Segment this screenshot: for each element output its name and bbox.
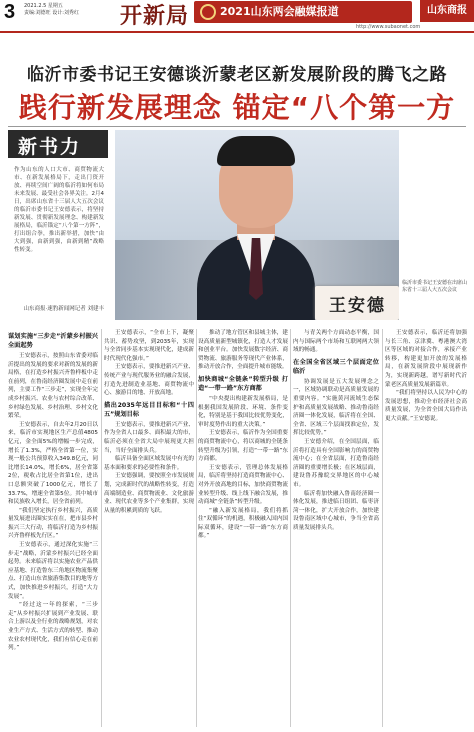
masthead [0, 0, 474, 32]
column-divider [101, 329, 102, 727]
body-column-2 [104, 329, 194, 729]
paragraph: 王安德表示，要推进新兴产业、作为全省人口最多、面积最大的市，临沂必须在全省大局中展现更大担当，当好全面排头兵。 [104, 421, 194, 454]
article-kicker: 临沂市委书记王安德谈沂蒙老区新发展阶段的腾飞之路 [27, 65, 447, 85]
paragraph: “中央提出构建新发展格局，是根据我国发展阶段、环境、条件变化，特别是基于我国比较优势变化，审时度势作出的重大决策。” [198, 395, 288, 428]
sidebar-title-block [8, 130, 108, 158]
section-heading: 描出2035年远目目标和“十四五”规划目标 [104, 401, 194, 418]
portrait-photo [115, 130, 399, 320]
paragraph: 王安德表示，通过深化实施“三步走”战略，沂蒙乡村振兴已经全面起势。未来临沂将以实施农业产品供应基地、打造鲁东三角地区物流集聚点、打造山东省旅游集散目的地等方式，加快推进乡村振兴，打造“大力发展”。 [8, 542, 98, 600]
paragraph: “我们将坚持以人民为中心的发展思想，推动全市经济社会高质量发展，为全省全国大局作出更大贡献。”王安德说。 [385, 390, 467, 422]
masthead-rule [0, 31, 474, 33]
body-column-5 [385, 329, 467, 729]
sidebar-title: 新书力 [18, 136, 82, 158]
column-divider [382, 329, 383, 727]
paragraph: 王安德表示，按照山东省委对临沂提出的发展的要求对新的发展的新局格，在打造乡村振兴齐鲁样板中走在前列，在鲁南经济圈发展中走在前列，主要工作“三步走”，实现全年完成乡村振兴、农业与农村综合改革、乡村绿色发展、乡村治理、乡村文化繁荣。 [8, 353, 98, 420]
two-sessions-banner [194, 1, 412, 23]
paragraph: 王安德表示，临沂作为全国重要的商贸物流中心，将以商城的全链条转型升级为引领，打造“一带一路”东方商都。 [198, 430, 288, 463]
paragraph: “我们坚定执行乡村振兴，高质量发展进出圈实实在在，把市县乡村振兴三大行动，将临沂打造为乡村振兴齐鲁样板先行区。” [8, 507, 98, 540]
paragraph: 临沂具备全面区域发展中有光的基本面和要求的必要性和条件。 [104, 456, 194, 471]
paragraph: 王安德表示，自去年2月20日以来，临沂市实现地区生产总值4805亿元，金全面5%的增幅一步完成，增长了1.3%，严格全省第一位，实现一般公共预算收入349.8亿元，同比增长14.0%，增长6%，居全省第2位，税收占比居全省第1位，进出口总额突破了1000亿元，增长了33.7%，增速全省第5位。其中城市和民族收入增长，居全省前列。 [8, 421, 98, 506]
paragraph: 王安德介绍，在全国层面，临沂将打造具有全国影响力的商贸物流中心；在全省层面，打造鲁南经济圈的重要增长极；在区域层面，建设鲁苏豫皖交界地区的中心城市。 [293, 438, 379, 488]
nameplate-text: 王安德 [329, 296, 386, 316]
section-heading: 谋划实施“三步走”沂蒙乡村振兴全面起势 [8, 333, 98, 349]
body-column-1 [8, 329, 98, 729]
paragraph: “经过这一年的探索，“三步走”从乡村振兴扩展到产业发展、联合上游以及全行业的战略规划，对农业生产方式、生活方式的转型、推动农业农村现代化，我们有信心走在前列。” [8, 602, 98, 652]
sidebar-box [8, 130, 108, 318]
issue-date: 2021.2.5 星期五 [24, 3, 63, 9]
body-column-4 [293, 329, 379, 729]
editor-credit: 责编:刘德旺 设计:刘秀红 [24, 10, 79, 16]
paragraph: 与青关两个方面动态平衡，国内与国际两个市场和互联网两大领域的畅通。 [293, 330, 379, 354]
newspaper-logo: 山东商报 [420, 0, 474, 22]
reporter-credit: 山东商报·速豹新闻网记者 刘建丰 [23, 306, 104, 312]
column-divider [196, 329, 197, 727]
body-column-3 [198, 329, 288, 729]
divider [8, 126, 466, 127]
paragraph: 协调发展是五大发展理念之一，区域协调联动是高质量发展的重要内容。“实施黄河流域生态保护和高质量发展战略、推动鲁南经济圈一体化发展，临沂将在全国、全省、区域三个层面找准定位，发挥比较优势。” [293, 378, 379, 437]
website-url[interactable]: http://www.subaonet.com [356, 24, 421, 30]
paragraph: “融入新发展格局，我们将抓住“双循环”的机遇，积极融入国内国际双循环，建设“一带一路”东方商都。” [198, 507, 288, 540]
emblem-icon [200, 4, 216, 20]
paragraph: 王安德强调，要按照全市发展规划，完成新时代的战略性转变，打造高端制造业、商贸物流业、文化旅游业、现代农业等多个产业集群，实现从量的积累到质的飞跃。 [104, 473, 194, 514]
nameplate [315, 286, 399, 320]
sidebar-summary: 作为山东的人口大市、商贸物流大市、在新发展格局下，走出门资开放、再续空间广阔的临沂将如何布局未来发展、最受社会各界关注。2月4日，出席山东省十三届人大五次会议的临沂市委书记王安德表示，将坚持新发展、贯彻新发展理念、构建新发展格局，临沂锚定“八个第一方阵”，打出组合拳，推出新举措，加快“由大到强，由新到强，由新到精”战略性转变。 [14, 167, 104, 253]
issue-meta [24, 3, 79, 17]
photo-caption: 临沂市委书记王安德在出席山东省十三届人大五次会议 [402, 280, 468, 293]
section-heading: 加快商城“全链条”转型升级 打造“一带一路”东方商都 [198, 375, 288, 392]
section-heading: 在全国全省区域三个层面定位临沂 [293, 358, 379, 375]
hair [217, 136, 295, 166]
paragraph: 王安德表示，“全市上下，凝聚共识、蓄势攻坚，到2035年，实现与全省同步基本实现现代化，建成新时代现代化强市。” [104, 330, 194, 362]
banner-text: 2021山东两会融媒报道 [220, 5, 339, 18]
page-number: 3 [4, 1, 16, 23]
section-brand: 开新局 [120, 3, 190, 29]
paragraph: 王安德表示，管理总体发展格局，临沂将坚持打造商贸物流中心、对外开放高地的目标，加快商贸物流业转型升级、线上线下融合发展，推动商城“全链条”转型升级。 [198, 464, 288, 506]
article-headline: 践行新发展理念 锚定“八个第一方 [18, 91, 456, 124]
paragraph: 临沂将加快融入鲁南经济圈一体化发展，推进临日组团、临枣济菏一体化，扩大开放合作，加快建设鲁南区域中心城市，争当全省高质量发展排头兵。 [293, 490, 379, 531]
column-divider [290, 329, 291, 727]
paragraph: 推动了地方管区和县城主体，建设高质量新型城镇化，打造人才发展和创业平台。加快发展数字经济、商贸物流、旅游服务等现代产业体系，推动开放合作，全面提升城市能级。 [198, 330, 288, 371]
paragraph: 王安德表示，临沂还将加强与长三角、京津冀、粤港澳大湾区等区域的对接合作，承接产业转移，构建更加开放的发展格局，在新发展阶段中展现新作为，实现新跨越，谱写新时代沂蒙老区高质量发展新篇章。 [385, 330, 467, 388]
paragraph: 王安德表示，要推进新兴产业、传统产业与现代服务业的融合发展，打造先进制造业基地、商贸物流中心、旅游目的地、开放高地。 [104, 364, 194, 397]
